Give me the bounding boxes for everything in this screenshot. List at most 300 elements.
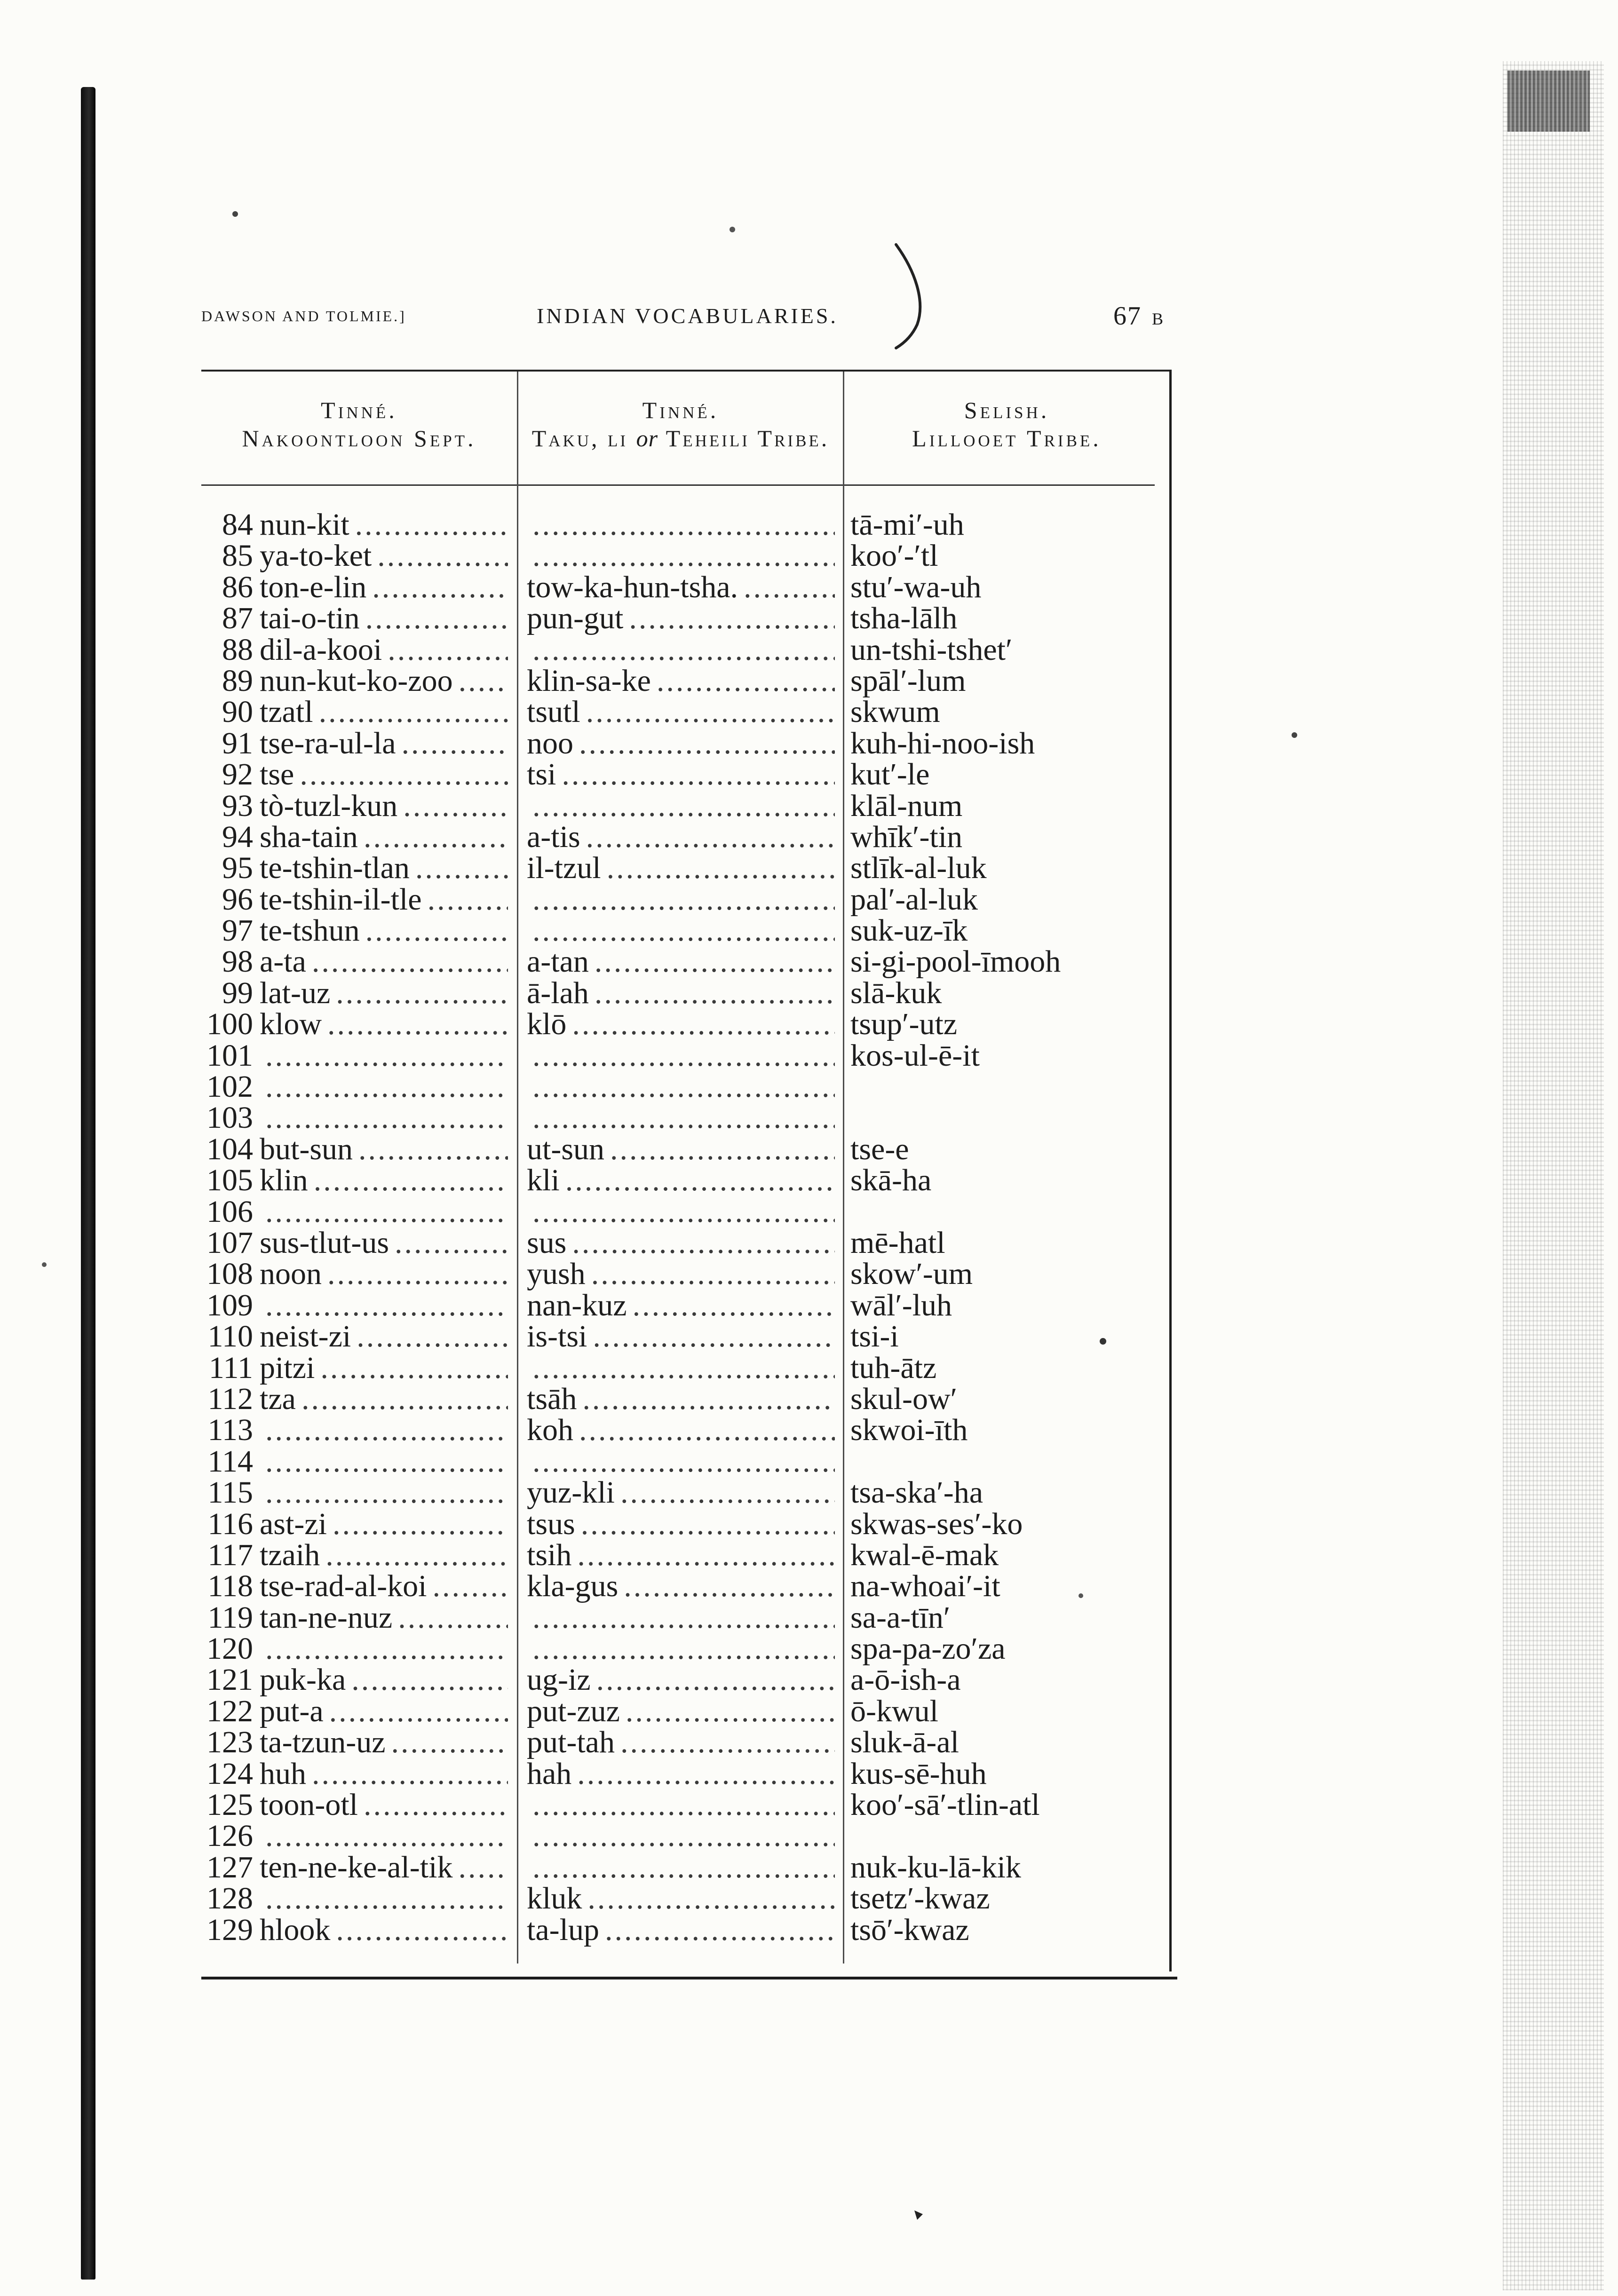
row-number-cell (183, 819, 253, 854)
row-number-cell (183, 1664, 253, 1695)
table-row (0, 1259, 1618, 1290)
nakoontloon-word-cell (260, 634, 508, 665)
lillooet-word-cell (850, 1165, 1166, 1196)
nakoontloon-word: toon-otl (260, 1788, 358, 1822)
nakoontloon-word: tse-rad-al-koi (260, 1569, 427, 1604)
row-number-cell (183, 1758, 253, 1789)
row-number-cell (183, 1696, 253, 1727)
row-number-cell (183, 665, 253, 697)
table-row (0, 1290, 1618, 1321)
lillooet-word-cell (850, 1852, 1166, 1883)
table-row (0, 1758, 1618, 1789)
takulli-word: a-tis (527, 819, 580, 854)
nakoontloon-word: nun-kit (260, 507, 349, 542)
lillooet-word: si-gi-pool-īmooh (850, 944, 1061, 979)
lillooet-word-cell (850, 1381, 1166, 1416)
takulli-word: il-tzul (527, 851, 601, 886)
column-group (518, 424, 843, 452)
lillooet-word: skwoi-īth (850, 1413, 968, 1448)
lillooet-word-cell (850, 1446, 1166, 1477)
nakoontloon-word: tza (260, 1381, 296, 1416)
nakoontloon-word-cell (260, 853, 508, 884)
takulli-word-cell (527, 1477, 835, 1508)
row-number-cell (183, 1290, 253, 1321)
dot-leader (629, 603, 835, 634)
lillooet-word-cell (850, 697, 1166, 728)
takulli-word-cell (527, 572, 835, 603)
takulli-word-cell (527, 1102, 835, 1133)
dot-leader (582, 1384, 835, 1415)
table-row (0, 1506, 1618, 1541)
dot-leader (415, 853, 508, 884)
nakoontloon-word: tai-o-tin (260, 601, 360, 636)
nakoontloon-word-cell (260, 1633, 508, 1664)
nakoontloon-word-cell (260, 1227, 508, 1259)
lillooet-word: suk-uz-īk (850, 913, 968, 948)
takulli-word-cell (527, 1852, 835, 1883)
nakoontloon-word: neist-zi (260, 1319, 351, 1354)
lillooet-word-cell (850, 1290, 1166, 1321)
lillooet-word-cell (850, 509, 1166, 540)
takulli-word-cell (527, 1912, 835, 1947)
lillooet-word-cell (850, 1821, 1166, 1852)
nakoontloon-word: puk-ka (260, 1663, 346, 1697)
table-row (0, 1009, 1618, 1040)
row-number-cell (183, 1727, 253, 1758)
lillooet-word: spa-pa-zo′za (850, 1631, 1006, 1666)
row-number-cell (183, 1134, 253, 1165)
takulli-word: tsih (527, 1537, 572, 1572)
lillooet-word: ō-kwul (850, 1694, 938, 1728)
nakoontloon-word-cell (260, 1602, 508, 1633)
nakoontloon-word: ton-e-lin (260, 570, 367, 604)
nakoontloon-word: klow (260, 1007, 322, 1042)
takulli-word-cell (527, 1165, 835, 1196)
dot-leader (532, 1196, 835, 1227)
nakoontloon-word: nun-kut-ko-zoo (260, 663, 453, 698)
table-top-rule (201, 370, 1172, 372)
row-number-cell (183, 1350, 253, 1385)
nakoontloon-word-cell (260, 1102, 508, 1133)
vocabulary-table-body (0, 509, 1618, 1946)
lillooet-word-cell (850, 853, 1166, 884)
table-row (0, 1165, 1618, 1196)
dot-leader (265, 1477, 508, 1508)
lillooet-word-cell (850, 1912, 1166, 1947)
lillooet-word: a-ō-ish-a (850, 1663, 961, 1697)
takulli-word: ta-lup (527, 1912, 599, 1947)
row-number-cell (183, 788, 253, 823)
row-number: 86 (222, 570, 253, 604)
table-row (0, 1040, 1618, 1071)
row-number-cell (183, 1381, 253, 1416)
table-row (0, 1602, 1618, 1633)
lillooet-word-cell (850, 540, 1166, 571)
lillooet-word: na-whoai′-it (850, 1569, 1000, 1604)
row-number-cell (183, 1633, 253, 1664)
dot-leader (605, 1915, 835, 1946)
table-row (0, 1789, 1618, 1821)
row-number-cell (183, 975, 253, 1010)
dot-leader (532, 1602, 835, 1633)
lillooet-word: tsa-ska′-ha (850, 1475, 983, 1510)
row-number-cell (183, 1040, 253, 1071)
lillooet-word: whīk′-tin (850, 819, 963, 854)
lillooet-word: kut′-le (850, 757, 930, 792)
table-row (0, 1196, 1618, 1227)
table-row (0, 728, 1618, 759)
row-number-cell (183, 1821, 253, 1852)
table-row (0, 1446, 1618, 1477)
takulli-word-cell (527, 1196, 835, 1227)
column-language: Selish. (964, 397, 1050, 423)
takulli-word-cell (527, 1758, 835, 1789)
nakoontloon-word-cell (260, 1789, 508, 1821)
dot-leader (587, 1883, 835, 1914)
table-row (0, 1350, 1618, 1385)
dot-leader (336, 1915, 508, 1946)
lillooet-word: slā-kuk (850, 975, 942, 1010)
dot-leader (372, 572, 508, 603)
dot-leader (265, 1071, 508, 1102)
takulli-word-cell (527, 946, 835, 977)
row-number-cell (183, 1571, 253, 1602)
dot-leader (595, 946, 835, 977)
takulli-word-cell (527, 1446, 835, 1477)
dot-leader (610, 1134, 835, 1165)
dot-leader (388, 634, 508, 665)
column-header-lillooet (844, 396, 1169, 452)
row-number: 115 (207, 1475, 253, 1510)
column-language: Tinné. (642, 397, 719, 423)
takulli-word-cell (527, 1537, 835, 1572)
nakoontloon-word-cell (260, 1446, 508, 1477)
nakoontloon-word-cell (260, 884, 508, 915)
table-row (0, 1102, 1618, 1133)
table-row (0, 1571, 1618, 1602)
nakoontloon-word-cell (260, 788, 508, 823)
takulli-word: kli (527, 1163, 560, 1198)
nakoontloon-word-cell (260, 1321, 508, 1352)
row-number-cell (183, 1912, 253, 1947)
row-number: 94 (222, 819, 253, 854)
dot-leader (395, 1227, 508, 1259)
column-group: Nakoontloon Sept. (242, 425, 476, 451)
row-number-cell (183, 1506, 253, 1541)
row-number: 108 (206, 1257, 253, 1291)
row-number-cell (183, 728, 253, 759)
lillooet-word-cell (850, 1664, 1166, 1695)
nakoontloon-word-cell (260, 1134, 508, 1165)
row-number: 89 (222, 663, 253, 698)
nakoontloon-word: sha-tain (260, 819, 358, 854)
table-row (0, 1415, 1618, 1446)
row-number: 106 (206, 1194, 253, 1229)
lillooet-word: tsō′-kwaz (850, 1912, 969, 1947)
takulli-word-cell (527, 509, 835, 540)
nakoontloon-word: tò-tuzl-kun (260, 788, 398, 823)
page-number-digits: 67 (1113, 301, 1142, 331)
row-number: 107 (206, 1225, 253, 1260)
lillooet-word-cell (850, 1789, 1166, 1821)
row-number-cell (183, 1102, 253, 1133)
row-number-cell (183, 540, 253, 571)
row-number: 88 (222, 632, 253, 667)
table-row (0, 946, 1618, 977)
lillooet-word-cell (850, 1321, 1166, 1352)
lillooet-word: sa-a-tīn′ (850, 1600, 951, 1635)
lillooet-word-cell (850, 1537, 1166, 1572)
takulli-word-cell (527, 819, 835, 854)
dot-leader (532, 634, 835, 665)
lillooet-word-cell (850, 728, 1166, 759)
takulli-word-cell (527, 915, 835, 946)
dot-leader (300, 759, 508, 790)
lillooet-word-cell (850, 1602, 1166, 1633)
takulli-word-cell (527, 1789, 835, 1821)
nakoontloon-word: huh (260, 1756, 306, 1791)
row-number: 127 (206, 1850, 253, 1884)
lillooet-word-cell (850, 788, 1166, 823)
dot-leader (433, 1571, 508, 1602)
lillooet-word-cell (850, 572, 1166, 603)
table-row (0, 759, 1618, 790)
dot-leader (596, 1664, 835, 1695)
lillooet-word-cell (850, 975, 1166, 1010)
nakoontloon-word-cell (260, 759, 508, 790)
takulli-word-cell (527, 884, 835, 915)
dot-leader (532, 1446, 835, 1477)
lillooet-word: pal′-al-luk (850, 882, 978, 917)
dot-leader (532, 1071, 835, 1102)
row-number: 122 (206, 1694, 253, 1728)
row-number: 124 (206, 1756, 253, 1791)
dot-leader (532, 1102, 835, 1133)
takulli-word: yush (527, 1257, 586, 1291)
table-row (0, 1071, 1618, 1102)
table-row (0, 697, 1618, 728)
row-number-cell (183, 759, 253, 790)
lillooet-word: stu′-wa-uh (850, 570, 982, 604)
lillooet-word: mē-hatl (850, 1225, 945, 1260)
takulli-word-cell (527, 1571, 835, 1602)
lillooet-word: tsha-lālh (850, 601, 958, 636)
nakoontloon-word-cell (260, 697, 508, 728)
takulli-word-cell (527, 1506, 835, 1541)
row-number: 96 (222, 882, 253, 917)
takulli-word: put-zuz (527, 1694, 620, 1728)
takulli-word: put-tah (527, 1725, 615, 1760)
dot-leader (579, 1415, 835, 1446)
running-head-authors: DAWSON AND TOLMIE.] (201, 308, 406, 325)
lillooet-word: spāl′-lum (850, 663, 966, 698)
nakoontloon-word-cell (260, 1165, 508, 1196)
dot-leader (365, 915, 508, 946)
row-number: 95 (222, 851, 253, 886)
nakoontloon-word: lat-uz (260, 975, 331, 1010)
row-number-cell (183, 572, 253, 603)
lillooet-word: stlīk-al-luk (850, 851, 987, 886)
dot-leader (364, 1789, 508, 1821)
takulli-word-cell (527, 1009, 835, 1040)
takulli-word-cell (527, 759, 835, 790)
dot-leader (459, 665, 508, 697)
nakoontloon-word: tan-ne-nuz (260, 1600, 393, 1635)
takulli-word: yuz-kli (527, 1475, 615, 1510)
speck (232, 211, 238, 217)
running-head (0, 297, 1618, 335)
takulli-word: sus (527, 1225, 567, 1260)
row-number-cell (183, 1259, 253, 1290)
dot-leader (532, 1633, 835, 1664)
takulli-word-cell (527, 1602, 835, 1633)
lillooet-word-cell (850, 1259, 1166, 1290)
lillooet-word: skul-ow′ (850, 1381, 958, 1416)
nakoontloon-word-cell (260, 1259, 508, 1290)
lillooet-word-cell (850, 1477, 1166, 1508)
nakoontloon-word: noon (260, 1257, 322, 1291)
takulli-word-cell (527, 1696, 835, 1727)
dot-leader (657, 665, 835, 697)
lillooet-word: nuk-ku-lā-kik (850, 1850, 1021, 1884)
takulli-word-cell (527, 634, 835, 665)
table-row (0, 1883, 1618, 1914)
table-row (0, 853, 1618, 884)
table-row (0, 665, 1618, 697)
lillooet-word-cell (850, 1350, 1166, 1385)
takulli-word-cell (527, 1727, 835, 1758)
nakoontloon-word-cell (260, 1696, 508, 1727)
lillooet-word-cell (850, 1227, 1166, 1259)
nakoontloon-word-cell (260, 975, 508, 1010)
dot-leader (458, 1852, 508, 1883)
takulli-word: klō (527, 1007, 567, 1042)
table-row (0, 1821, 1618, 1852)
table-row (0, 1852, 1618, 1883)
takulli-word: nan-kuz (527, 1288, 627, 1322)
dot-leader (532, 791, 835, 822)
dot-leader (358, 1134, 508, 1165)
table-bottom-rule (201, 1977, 1177, 1979)
nakoontloon-word: ten-ne-ke-al-tik (260, 1850, 453, 1884)
takulli-word: hah (527, 1756, 572, 1791)
table-row (0, 884, 1618, 915)
row-number: 119 (207, 1600, 253, 1635)
nakoontloon-word-cell (260, 1506, 508, 1541)
takulli-word-cell (527, 697, 835, 728)
row-number-cell (183, 1883, 253, 1914)
nakoontloon-word-cell (260, 509, 508, 540)
dot-leader (403, 791, 508, 822)
dot-leader (586, 697, 835, 728)
dot-leader (591, 1259, 835, 1290)
takulli-word: a-tan (527, 944, 589, 979)
takulli-word: klin-sa-ke (527, 663, 651, 698)
nakoontloon-word-cell (260, 1664, 508, 1695)
lillooet-word: tsi-i (850, 1319, 899, 1354)
takulli-word-cell (527, 1633, 835, 1664)
row-number-cell (183, 1446, 253, 1477)
lillooet-word-cell (850, 1727, 1166, 1758)
lillooet-word-cell (850, 1506, 1166, 1541)
nakoontloon-word: a-ta (260, 944, 306, 979)
nakoontloon-word: klin (260, 1163, 308, 1198)
takulli-word: tsus (527, 1506, 575, 1541)
speck (914, 2210, 923, 2220)
lillooet-word: klāl-num (850, 788, 963, 823)
nakoontloon-word-cell (260, 572, 508, 603)
dot-leader (620, 1727, 835, 1758)
lillooet-word: kuh-hi-noo-ish (850, 726, 1035, 760)
dot-leader (532, 915, 835, 946)
lillooet-word: kus-sē-huh (850, 1756, 987, 1791)
nakoontloon-word-cell (260, 1290, 508, 1321)
row-number: 105 (206, 1163, 253, 1198)
takulli-word-cell (527, 1290, 835, 1321)
nakoontloon-word-cell (260, 1196, 508, 1227)
takulli-word-cell (527, 791, 835, 822)
takulli-word-cell (527, 728, 835, 759)
takulli-word: kla-gus (527, 1569, 619, 1604)
nakoontloon-word-cell (260, 1477, 508, 1508)
dot-leader (312, 946, 508, 977)
table-row (0, 509, 1618, 540)
nakoontloon-word: te-tshin-il-tle (260, 882, 422, 917)
lillooet-word-cell (850, 1633, 1166, 1664)
lillooet-word-cell (850, 946, 1166, 977)
nakoontloon-word-cell (260, 540, 508, 571)
dot-leader (532, 509, 835, 540)
takulli-word-cell (527, 603, 835, 634)
dot-leader (620, 1477, 835, 1508)
speck (730, 227, 735, 232)
takulli-word: ā-lah (527, 975, 589, 1010)
lillooet-word-cell (850, 1415, 1166, 1446)
dot-leader (265, 1415, 508, 1446)
row-number-cell (183, 1415, 253, 1446)
lillooet-word: kwal-ē-mak (850, 1537, 999, 1572)
nakoontloon-word: sus-tlut-us (260, 1225, 389, 1260)
table-row (0, 1227, 1618, 1259)
dot-leader (428, 884, 508, 915)
dot-leader (265, 1102, 508, 1133)
takulli-word-cell (527, 1259, 835, 1290)
nakoontloon-word-cell (260, 1350, 508, 1385)
row-number: 113 (207, 1413, 253, 1448)
dot-leader (357, 1321, 508, 1352)
nakoontloon-word-cell (260, 1852, 508, 1883)
nakoontloon-word: tse (260, 757, 294, 792)
table-row (0, 603, 1618, 634)
lillooet-word: skwum (850, 695, 940, 729)
table-row (0, 1664, 1618, 1695)
dot-leader (355, 509, 508, 540)
column-group: Lillooet Tribe. (912, 425, 1102, 451)
lillooet-word-cell (850, 819, 1166, 854)
dot-leader (327, 1009, 508, 1040)
row-number: 114 (207, 1444, 253, 1479)
dot-leader (336, 978, 508, 1009)
dot-leader (532, 540, 835, 571)
dot-leader (333, 1509, 508, 1540)
lillooet-word-cell (850, 1009, 1166, 1040)
dot-leader (532, 1789, 835, 1821)
table-row (0, 1696, 1618, 1727)
row-number-cell (183, 1537, 253, 1572)
row-number-cell (183, 1227, 253, 1259)
dot-leader (314, 1165, 508, 1196)
takulli-word: noo (527, 726, 573, 760)
